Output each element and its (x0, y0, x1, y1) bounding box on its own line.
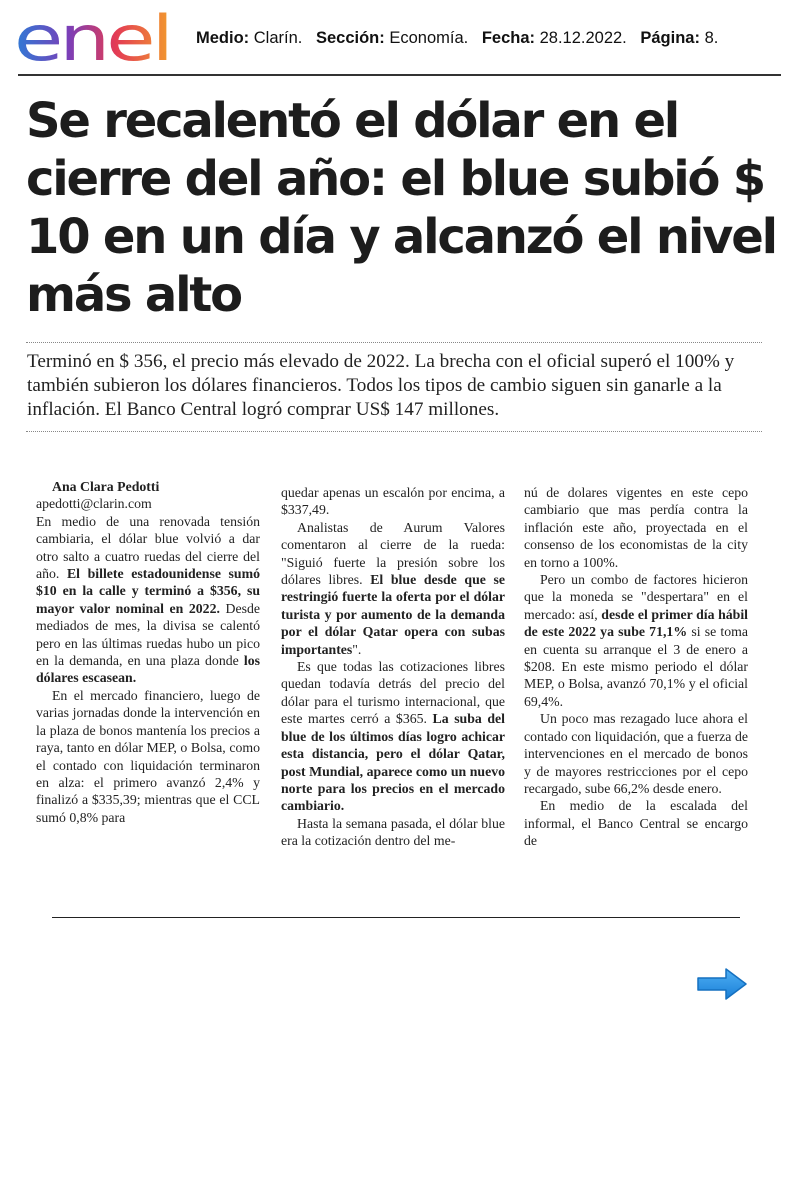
headline: Se recalentó el dólar en el cierre del año: el blue subió $ 10 en un día y alcanzó el nivel más alto (26, 93, 776, 323)
paragraph: Un poco mas rezagado luce ahora el contado con liquidación, que a fuerza de intervenciones en el mercado de bonos y de mayores restricciones por el cepo recargado, sube 66,2% desde enero. (524, 711, 748, 796)
lead-divider-top (26, 342, 762, 343)
paragraph: quedar apenas un escalón por encima, a $337,49. (281, 485, 505, 518)
paragraph: En medio de la escalada del informal, el Banco Central se encargo de (524, 798, 748, 849)
article-column-3 (524, 484, 748, 850)
pagina-value: 8. (704, 29, 719, 47)
paragraph: En el mercado financiero, luego de varias jornadas donde la intervención en la plaza de bonos mantenía los precios a raya, tanto en dólar MEP, o Bolsa, como el contado con liquidación terminaron en alza: el primero avanzó 2,4% y finalizó a $335,39; mientras que el CCL sumó 0,8% para (36, 687, 260, 825)
paragraph: En medio de una renovada tensión cambiaria, el dólar blue volvió a dar otro salto a cuatro ruedas del cierre del año. El billete estadounidense sumó $10 en la calle y terminó a $356, su mayor valor nominal en 2022. Desde mediados de mes, la divisa se calentó pero en las últimas ruedas hubo un pico en la demanda, en una plaza donde los dólares escasean. (36, 513, 260, 686)
paragraph: Es que todas las cotizaciones libres quedan todavía detrás del precio del dólar para el turismo internacional, que este martes cerró a $365. La suba del blue de los últimos días logro achicar esta distancia, pero el dólar Qatar, post Mundial, aparece como un nuevo norte para los precios en el mercado cambiario. (281, 659, 505, 814)
paragraph: Hasta la semana pasada, el dólar blue era la cotización dentro del me- (281, 815, 505, 849)
svg-text:enel: enel (14, 6, 170, 70)
enel-logo (14, 6, 174, 70)
paragraph: Pero un combo de factores hicieron que la moneda se "despertara" en el mercado: así, desde el primer día hábil de este 2022 ya sube 71,1% si se toma en cuenta su arranque el 3 de enero a $208. En este mismo periodo el dólar MEP, o Bolsa, avanzó 70,1% y el oficial 69,4%. (524, 572, 748, 709)
seccion-label: Sección: (315, 29, 385, 47)
page-header (0, 0, 800, 76)
seccion-value: Economía. (389, 29, 469, 47)
fecha-label: Fecha: (481, 29, 535, 47)
byline-author: Ana Clara Pedotti (52, 479, 160, 494)
lead-divider-bottom (26, 431, 762, 432)
article-column-2 (281, 484, 505, 850)
article-meta (196, 29, 718, 48)
header-divider (18, 74, 781, 76)
fecha-value: 28.12.2022. (539, 29, 627, 47)
paragraph: Analistas de Aurum Valores comentaron al cierre de la rueda: "Siguió fuerte la presión sobre los dólares libres. El blue desde que se restringió fuerte la oferta por el dólar turista y por aumento de la demanda por el dólar Qatar opera con subas importantes". (281, 519, 506, 657)
arrow-right-icon[interactable] (696, 967, 748, 1001)
medio-value: Clarín. (253, 29, 303, 47)
paragraph: nú de dolares vigentes en este cepo cambiario que mas perdía contra la inflación este año, proyectada en el consenso de los economistas de la city en torno a 100%. (524, 485, 748, 570)
medio-label: Medio: (196, 29, 250, 47)
pagina-label: Página: (640, 29, 700, 47)
byline-email[interactable]: apedotti@clarin.com (36, 496, 152, 512)
article-column-1 (36, 478, 260, 826)
lead-paragraph: Terminó en $ 356, el precio más elevado de 2022. La brecha con el oficial superó el 100% y también subieron los dólares financieros. Todos los tipos de cambio siguen sin ganarle a la inflación. El Banco Central logró comprar US$ 147 millones. (27, 351, 735, 420)
bottom-divider (52, 917, 740, 918)
